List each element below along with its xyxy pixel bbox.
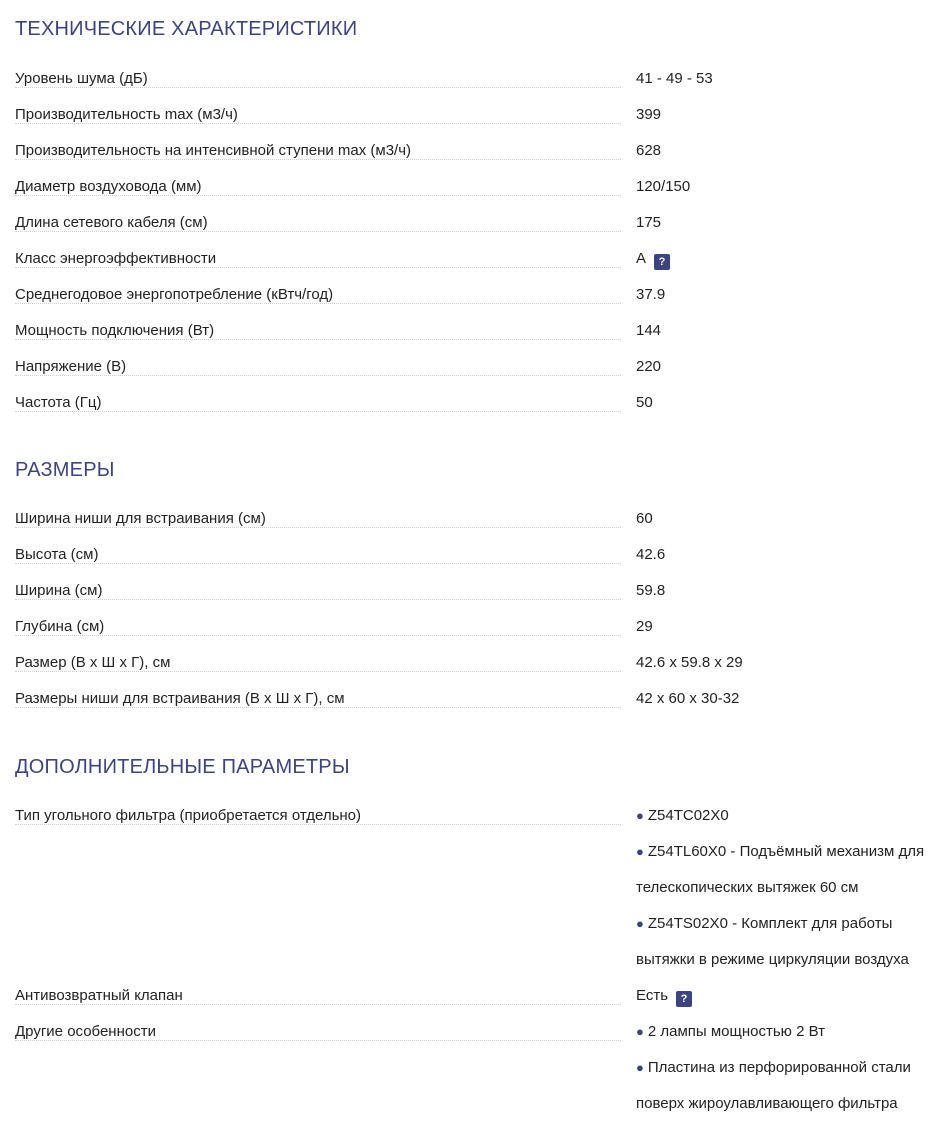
spec-label: Длина сетевого кабеля (см) (15, 214, 214, 231)
spec-value: 29 (636, 618, 653, 635)
bullet-icon: ● (636, 808, 644, 823)
spec-list-dimensions (15, 501, 940, 717)
dotted-leader (15, 563, 621, 564)
spec-row-duct-diameter (15, 169, 940, 205)
spec-value: 120/150 (636, 178, 691, 195)
spec-row-noise (15, 61, 940, 97)
spec-value: A (636, 250, 647, 267)
dotted-leader (15, 527, 621, 528)
spec-label: Антивозвратный клапан (15, 987, 189, 1004)
help-icon[interactable]: ? (654, 254, 670, 270)
spec-list-additional (15, 798, 940, 1122)
dotted-leader (15, 1004, 621, 1005)
section-title-technical: ТЕХНИЧЕСКИЕ ХАРАКТЕРИСТИКИ (15, 18, 358, 40)
spec-row-capacity-intensive (15, 133, 940, 169)
spec-row-depth (15, 609, 940, 645)
spec-value: 42 x 60 x 30-32 (636, 690, 740, 707)
spec-value: 50 (636, 394, 653, 411)
spec-row-frequency (15, 385, 940, 421)
spec-label: Другие особенности (15, 1023, 162, 1040)
spec-label: Глубина (см) (15, 618, 110, 635)
spec-label: Тип угольного фильтра (приобретается отдельно) (15, 807, 367, 824)
spec-label: Среднегодовое энергопотребление (кВтч/год) (15, 286, 339, 303)
help-icon[interactable]: ? (676, 991, 692, 1007)
spec-label: Размеры ниши для встраивания (В х Ш х Г), см (15, 690, 351, 707)
spec-label: Размер (В х Ш х Г), см (15, 654, 176, 671)
spec-row-niche-size (15, 681, 940, 717)
spec-row-capacity-max (15, 97, 940, 133)
spec-value: 220 (636, 358, 662, 375)
spec-label: Частота (Гц) (15, 394, 107, 411)
spec-label: Мощность подключения (Вт) (15, 322, 220, 339)
carbon-filter-list (636, 798, 940, 978)
spec-row-carbon-filter (15, 798, 940, 978)
spec-value: 60 (636, 510, 653, 527)
list-item: ● Z54TL60X0 - Подъёмный механизм для телескопических вытяжек 60 см (636, 843, 925, 896)
spec-label: Диаметр воздуховода (мм) (15, 178, 208, 195)
dotted-leader (15, 87, 621, 88)
section-dimensions (15, 458, 940, 707)
spec-list-technical (15, 61, 940, 421)
spec-row-other-features (15, 1014, 940, 1122)
dotted-leader (15, 267, 621, 268)
list-item: ● Z54TC02X0 (636, 807, 729, 824)
spec-label: Ширина ниши для встраивания (см) (15, 510, 272, 527)
dotted-leader (15, 375, 621, 376)
spec-row-energy-class (15, 241, 940, 277)
spec-value: 41 - 49 - 53 (636, 70, 713, 87)
dotted-leader (15, 411, 621, 412)
spec-row-width (15, 573, 940, 609)
dotted-leader (15, 123, 621, 124)
dotted-leader (15, 231, 621, 232)
section-technical (15, 17, 940, 411)
dotted-leader (15, 303, 621, 304)
bullet-icon: ● (636, 844, 644, 859)
spec-label: Уровень шума (дБ) (15, 70, 154, 87)
spec-label: Класс энергоэффективности (15, 250, 222, 267)
dotted-leader (15, 599, 621, 600)
dotted-leader (15, 339, 621, 340)
section-title-additional: ДОПОЛНИТЕЛЬНЫЕ ПАРАМЕТРЫ (15, 756, 350, 778)
spec-value: 42.6 x 59.8 x 29 (636, 654, 743, 671)
spec-label: Высота (см) (15, 546, 104, 563)
dotted-leader (15, 671, 621, 672)
spec-row-connection-power (15, 313, 940, 349)
dotted-leader (15, 159, 621, 160)
spec-value: 59.8 (636, 582, 666, 599)
spec-row-height (15, 537, 940, 573)
dotted-leader (15, 635, 621, 636)
dotted-leader (15, 824, 621, 825)
dotted-leader (15, 195, 621, 196)
dotted-leader (15, 707, 621, 708)
bullet-icon: ● (636, 1060, 644, 1075)
list-item: ● Пластина из перфорированной стали поверх жироулавливающего фильтра (636, 1059, 911, 1112)
list-item: ● Z54TS02X0 - Комплект для работы вытяжки в режиме циркуляции воздуха (636, 915, 909, 968)
spec-row-cable-length (15, 205, 940, 241)
bullet-icon: ● (636, 916, 644, 931)
spec-value: 144 (636, 322, 662, 339)
section-additional (15, 755, 940, 1112)
spec-value: 37.9 (636, 286, 666, 303)
spec-row-annual-energy (15, 277, 940, 313)
spec-row-size (15, 645, 940, 681)
spec-label: Напряжение (В) (15, 358, 132, 375)
spec-row-backflow-valve (15, 978, 940, 1014)
spec-value: 399 (636, 106, 662, 123)
spec-label: Производительность на интенсивной ступени max (м3/ч) (15, 142, 417, 159)
other-features-list (636, 1014, 940, 1122)
dotted-leader (15, 1040, 621, 1041)
list-item: ● 2 лампы мощностью 2 Вт (636, 1023, 825, 1040)
spec-label: Производительность max (м3/ч) (15, 106, 244, 123)
spec-row-voltage (15, 349, 940, 385)
bullet-icon: ● (636, 1024, 644, 1039)
section-title-dimensions: РАЗМЕРЫ (15, 459, 115, 481)
spec-row-niche-width (15, 501, 940, 537)
spec-value: 175 (636, 214, 662, 231)
spec-label: Ширина (см) (15, 582, 108, 599)
spec-value: 42.6 (636, 546, 666, 563)
spec-value: 628 (636, 142, 662, 159)
spec-value: Есть (636, 987, 669, 1004)
